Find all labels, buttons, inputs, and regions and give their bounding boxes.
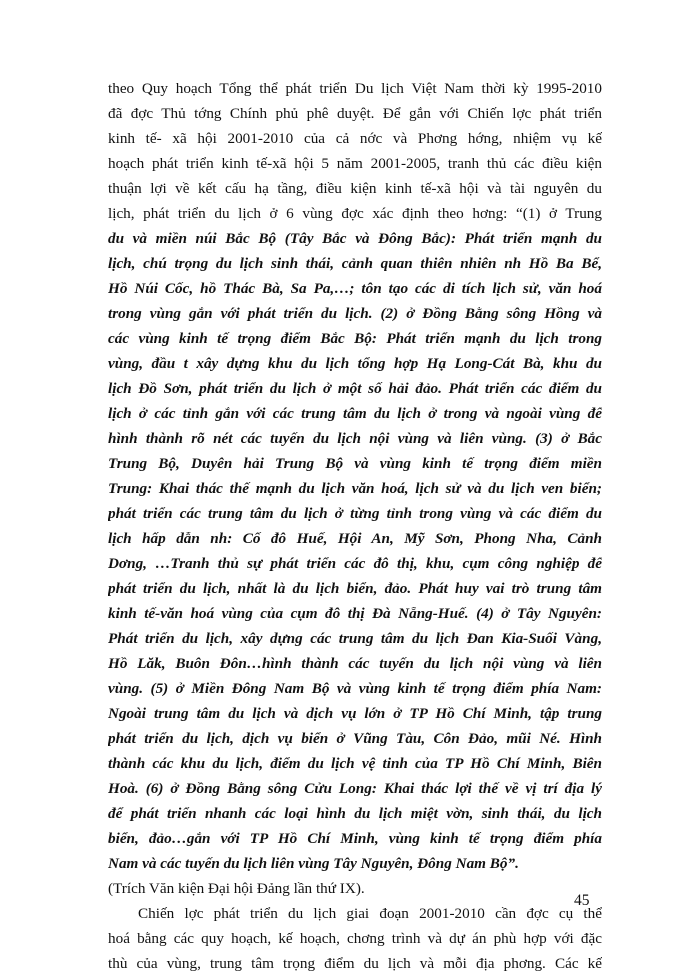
text-line: biển, đảo…gắn với TP Hồ Chí Minh, vùng kinh tế trọng điểm phía (108, 830, 602, 847)
page-number: 45 (574, 892, 590, 909)
text-line: hình thành rõ nét các tuyến du lịch nội vùng và liên vùng. (3) ở Bắc (108, 430, 602, 447)
text-line: Phát triển du lịch, xây dựng các trung tâm du lịch Đan Kia-Suối Vàng, (108, 630, 602, 647)
text-line: Trung Bộ, Duyên hải Trung Bộ và vùng kinh tế trọng điểm miền (108, 455, 602, 472)
text-line: lịch, chú trọng du lịch sinh thái, cảnh quan thiên nhiên nh Hồ Ba Bể, (108, 255, 602, 272)
text-line: du và miền núi Bắc Bộ (Tây Bắc và Đông Bắc): Phát triển mạnh du (108, 230, 602, 247)
text-line: Nam và các tuyến du lịch liên vùng Tây Nguyên, Đông Nam Bộ”. (108, 855, 519, 872)
text-line: Trung: Khai thác thế mạnh du lịch văn hoá, lịch sử và du lịch ven biển; (108, 480, 602, 497)
text-line: thuận lợi về kết cấu hạ tầng, điều kiện kinh tế-xã hội và tài nguyên du (108, 180, 602, 197)
text-line: Hồ Lăk, Buôn Đôn…hình thành các tuyến du lịch nội vùng và liên (108, 655, 602, 672)
text-line: hoạch phát triển kinh tế-xã hội 5 năm 2001-2005, tranh thủ các điều kiện (108, 155, 602, 172)
text-line: trong vùng gắn với phát triển du lịch. (2) ở Đồng Bằng sông Hồng và (108, 305, 602, 322)
text-line: để phát triển nhanh các loại hình du lịch miệt vờn, sinh thái, du lịch (108, 805, 602, 822)
document-body (108, 76, 602, 976)
text-line: vùng. (5) ở Miền Đông Nam Bộ và vùng kinh tế trọng điểm phía Nam: (108, 680, 602, 697)
text-line: đã đợc Thủ tớng Chính phủ phê duyệt. Để gắn với Chiến lợc phát triển (108, 105, 602, 122)
text-line: phát triển các trung tâm du lịch ở từng tỉnh trong vùng và các điểm du (108, 505, 602, 522)
text-line: phát triển du lịch, nhất là du lịch biển, đảo. Phát huy vai trò trung tâm (108, 580, 602, 597)
text-line: các vùng kinh tế trọng điểm Bắc Bộ: Phát triển mạnh du lịch trong (108, 330, 602, 347)
text-line: Ngoài trung tâm du lịch và dịch vụ lớn ở TP Hồ Chí Minh, tập trung (108, 705, 602, 722)
citation-line: (Trích Văn kiện Đại hội Đảng lần thứ IX). (108, 880, 365, 897)
text-line: lịch Đồ Sơn, phát triển du lịch ở một số hải đảo. Phát triển các điểm du (108, 380, 602, 397)
paragraph-strategy (108, 901, 602, 976)
text-line: kinh tế- xã hội 2001-2010 của cả nớc và Phơng hớng, nhiệm vụ kế (108, 130, 602, 147)
text-line: theo Quy hoạch Tổng thể phát triển Du lịch Việt Nam thời kỳ 1995-2010 (108, 80, 602, 97)
text-line: thành các khu du lịch, điểm du lịch vệ tinh của TP Hồ Chí Minh, Biên (108, 755, 602, 772)
text-line: lịch ở các tỉnh gắn với các trung tâm du lịch ở trong và ngoài vùng để (108, 405, 602, 422)
text-line: Chiến lợc phát triển du lịch giai đoạn 2001-2010 cần đợc cụ thể (138, 905, 602, 922)
text-line: hoá bằng các quy hoạch, kế hoạch, chơng trình và dự án phù hợp với đặc (108, 930, 602, 947)
text-line: Hồ Núi Cốc, hồ Thác Bà, Sa Pa,…; tôn tạo các di tích lịch sử, văn hoá (108, 280, 602, 297)
text-line: lịch hấp dẫn nh: Cố đô Huế, Hội An, Mỹ Sơn, Phong Nha, Cảnh (108, 530, 602, 547)
text-line: Dơng, …Tranh thủ sự phát triển các đô thị, khu, cụm công nghiệp để (108, 555, 602, 572)
text-line: Hoà. (6) ở Đồng Bằng sông Cửu Long: Khai thác lợi thế về vị trí địa lý (108, 780, 602, 797)
text-line: vùng, đầu t xây dựng khu du lịch tổng hợp Hạ Long-Cát Bà, khu du (108, 355, 602, 372)
paragraph-quote (108, 76, 602, 901)
text-line: thù của vùng, trung tâm trọng điểm du lịch và mỗi địa phơng. Các kế (108, 955, 602, 972)
text-line: lịch, phát triển du lịch ở 6 vùng đợc xác định theo hơng: “(1) ở Trung (108, 205, 602, 222)
text-line: phát triển du lịch, dịch vụ biển ở Vũng Tàu, Côn Đảo, mũi Né. Hình (108, 730, 602, 747)
text-line: kinh tế-văn hoá vùng của cụm đô thị Đà Nẵng-Huế. (4) ở Tây Nguyên: (108, 605, 602, 622)
